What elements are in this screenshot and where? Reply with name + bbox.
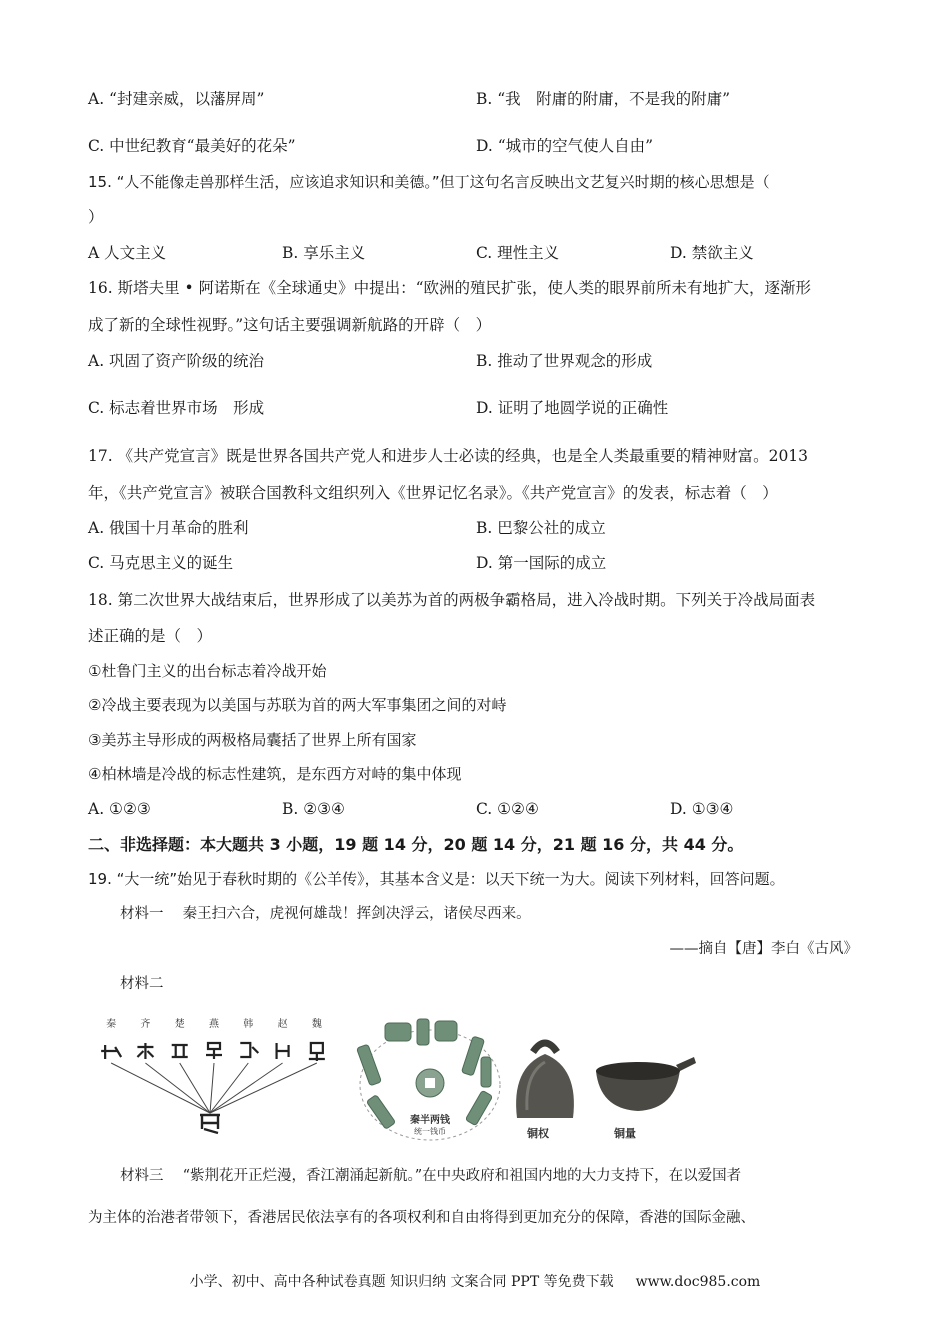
q18-statement-4: ④柏林墙是冷战的标志性建筑，是东西方对峙的集中体现 [88, 765, 462, 783]
q14-option-c: C. 中世纪教育“最美好的花朵” [88, 137, 296, 155]
q18-statement-2: ②冷战主要表现为以美国与苏联为首的两大军事集团之间的对峙 [88, 696, 507, 714]
q16-option-c: C. 标志着世界市场 形成 [88, 399, 265, 417]
q19-stem: 19. “大一统”始见于春秋时期的《公羊传》，其基本含义是：以天下统一为大。阅读下列材料，回答问题。 [88, 870, 785, 888]
script-unification-figure [88, 1015, 338, 1135]
state-script-glyph [137, 1043, 153, 1059]
q15-option-b: B. 享乐主义 [282, 244, 366, 262]
state-label: 秦 [106, 1019, 117, 1030]
state-script-glyph [172, 1045, 188, 1057]
coin-center-sublabel: 统一钱币 [414, 1127, 446, 1136]
convergence-line [210, 1063, 283, 1113]
q17-option-c: C. 马克思主义的诞生 [88, 554, 234, 572]
q17-stem-cont: 年，《共产党宣言》被联合国教科文组织列入《世界记忆名录》。《共产党宣言》的发表，标志着（ ） [88, 484, 778, 502]
q17-stem: 17. 《共产党宣言》既是世界各国共产党人和进步人士必读的经典，也是全人类最重要的精神财富。2013 [88, 447, 809, 465]
q18-stem-cont: 述正确的是（ ） [88, 627, 213, 645]
q18-option-a: A. ①②③ [88, 800, 151, 818]
material3-text: 材料三 “紫荆花开正烂漫，香江潮涌起新航。”在中央政府和祖国内地的大力支持下，在以爱国者 [120, 1168, 742, 1184]
state-script-glyph [206, 1043, 222, 1059]
state-label: 燕 [209, 1019, 219, 1030]
section-heading: 二、非选择题：本大题共 3 小题，19 题 14 分，20 题 14 分，21 题 16 分，共 44 分。 [88, 835, 744, 854]
q14-option-a: A. “封建亲威，以藩屏周” [88, 90, 265, 108]
state-label: 韩 [243, 1019, 254, 1030]
q16-stem-cont: 成了新的全球性视野。”这句话主要强调新航路的开辟（ ） [88, 316, 492, 334]
bronze-measure-image [592, 1045, 697, 1140]
state-script-glyph [277, 1043, 289, 1059]
coin-unification-figure [355, 1015, 505, 1145]
qin-seal-glyph [200, 1115, 220, 1133]
page-footer [0, 1271, 950, 1291]
q15-stem: 15. “人不能像走兽那样生活，应该追求知识和美德。”但丁这句名言反映出文艺复兴时期的核心思想是（ [88, 173, 770, 191]
q17-option-a: A. 俄国十月革命的胜利 [88, 519, 249, 537]
state-script-glyph [309, 1043, 325, 1061]
q18-option-b: B. ②③④ [282, 800, 345, 818]
q17-option-d: D. 第一国际的成立 [476, 554, 607, 572]
state-label: 魏 [311, 1019, 322, 1030]
bronze-measure-caption: 铜量 [614, 1127, 636, 1140]
convergence-line [145, 1063, 210, 1113]
bronze-weight-caption: 铜权 [527, 1127, 549, 1140]
footer-text: 小学、初中、高中各种试卷真题 知识归纳 文案合同 PPT 等免费下载 [189, 1274, 614, 1290]
q15-option-c: C. 理性主义 [476, 244, 560, 262]
q18-option-d: D. ①③④ [670, 800, 734, 818]
q18-statement-3: ③美苏主导形成的两极格局囊括了世界上所有国家 [88, 731, 417, 749]
coin-center-label: 秦半两钱 [410, 1115, 450, 1126]
footer-link[interactable]: www.doc985.com [635, 1274, 761, 1290]
q18-stem: 18. 第二次世界大战结束后，世界形成了以美苏为首的两极争霸格局，进入冷战时期。下列关于冷战局面表 [88, 591, 816, 609]
material1-source: ——摘自【唐】李白《古风》 [669, 941, 858, 957]
state-label: 楚 [174, 1019, 185, 1030]
q16-option-b: B. 推动了世界观念的形成 [476, 352, 653, 370]
q16-stem: 16. 斯塔夫里 • 阿诺斯在《全球通史》中提出：“欧洲的殖民扩张，使人类的眼界前所未有地扩大，逐渐形 [88, 279, 812, 297]
q15-stem-cont: ） [88, 208, 104, 226]
q15-option-d: D. 禁欲主义 [670, 244, 754, 262]
state-label: 齐 [140, 1019, 151, 1030]
q15-option-a: A 人文主义 [88, 244, 167, 262]
state-label: 赵 [277, 1019, 288, 1030]
q16-option-d: D. 证明了地圆学说的正确性 [476, 399, 669, 417]
material3-text-cont: 为主体的治港者带领下，香港居民依法享有的各项权利和自由将得到更加充分的保障，香港的国际金融、 [88, 1210, 755, 1226]
q18-option-c: C. ①②④ [476, 800, 539, 818]
material2-label: 材料二 [120, 976, 164, 992]
convergence-line [210, 1063, 248, 1113]
material1-text: 材料一 秦王扫六合，虎视何雄哉！挥剑决浮云，诸侯尽西来。 [120, 906, 531, 922]
state-script-glyph [101, 1045, 121, 1059]
q14-option-b: B. “我 附庸的附庸，不是我的附庸” [476, 90, 731, 108]
convergence-line [210, 1063, 317, 1113]
state-script-glyph [240, 1043, 258, 1057]
convergence-line [210, 1063, 214, 1113]
q18-statement-1: ①杜鲁门主义的出台标志着冷战开始 [88, 662, 327, 680]
bronze-weight-image [505, 1030, 585, 1140]
q17-option-b: B. 巴黎公社的成立 [476, 519, 606, 537]
q16-option-a: A. 巩固了资产阶级的统治 [88, 352, 265, 370]
q14-option-d: D. “城市的空气使人自由” [476, 137, 654, 155]
